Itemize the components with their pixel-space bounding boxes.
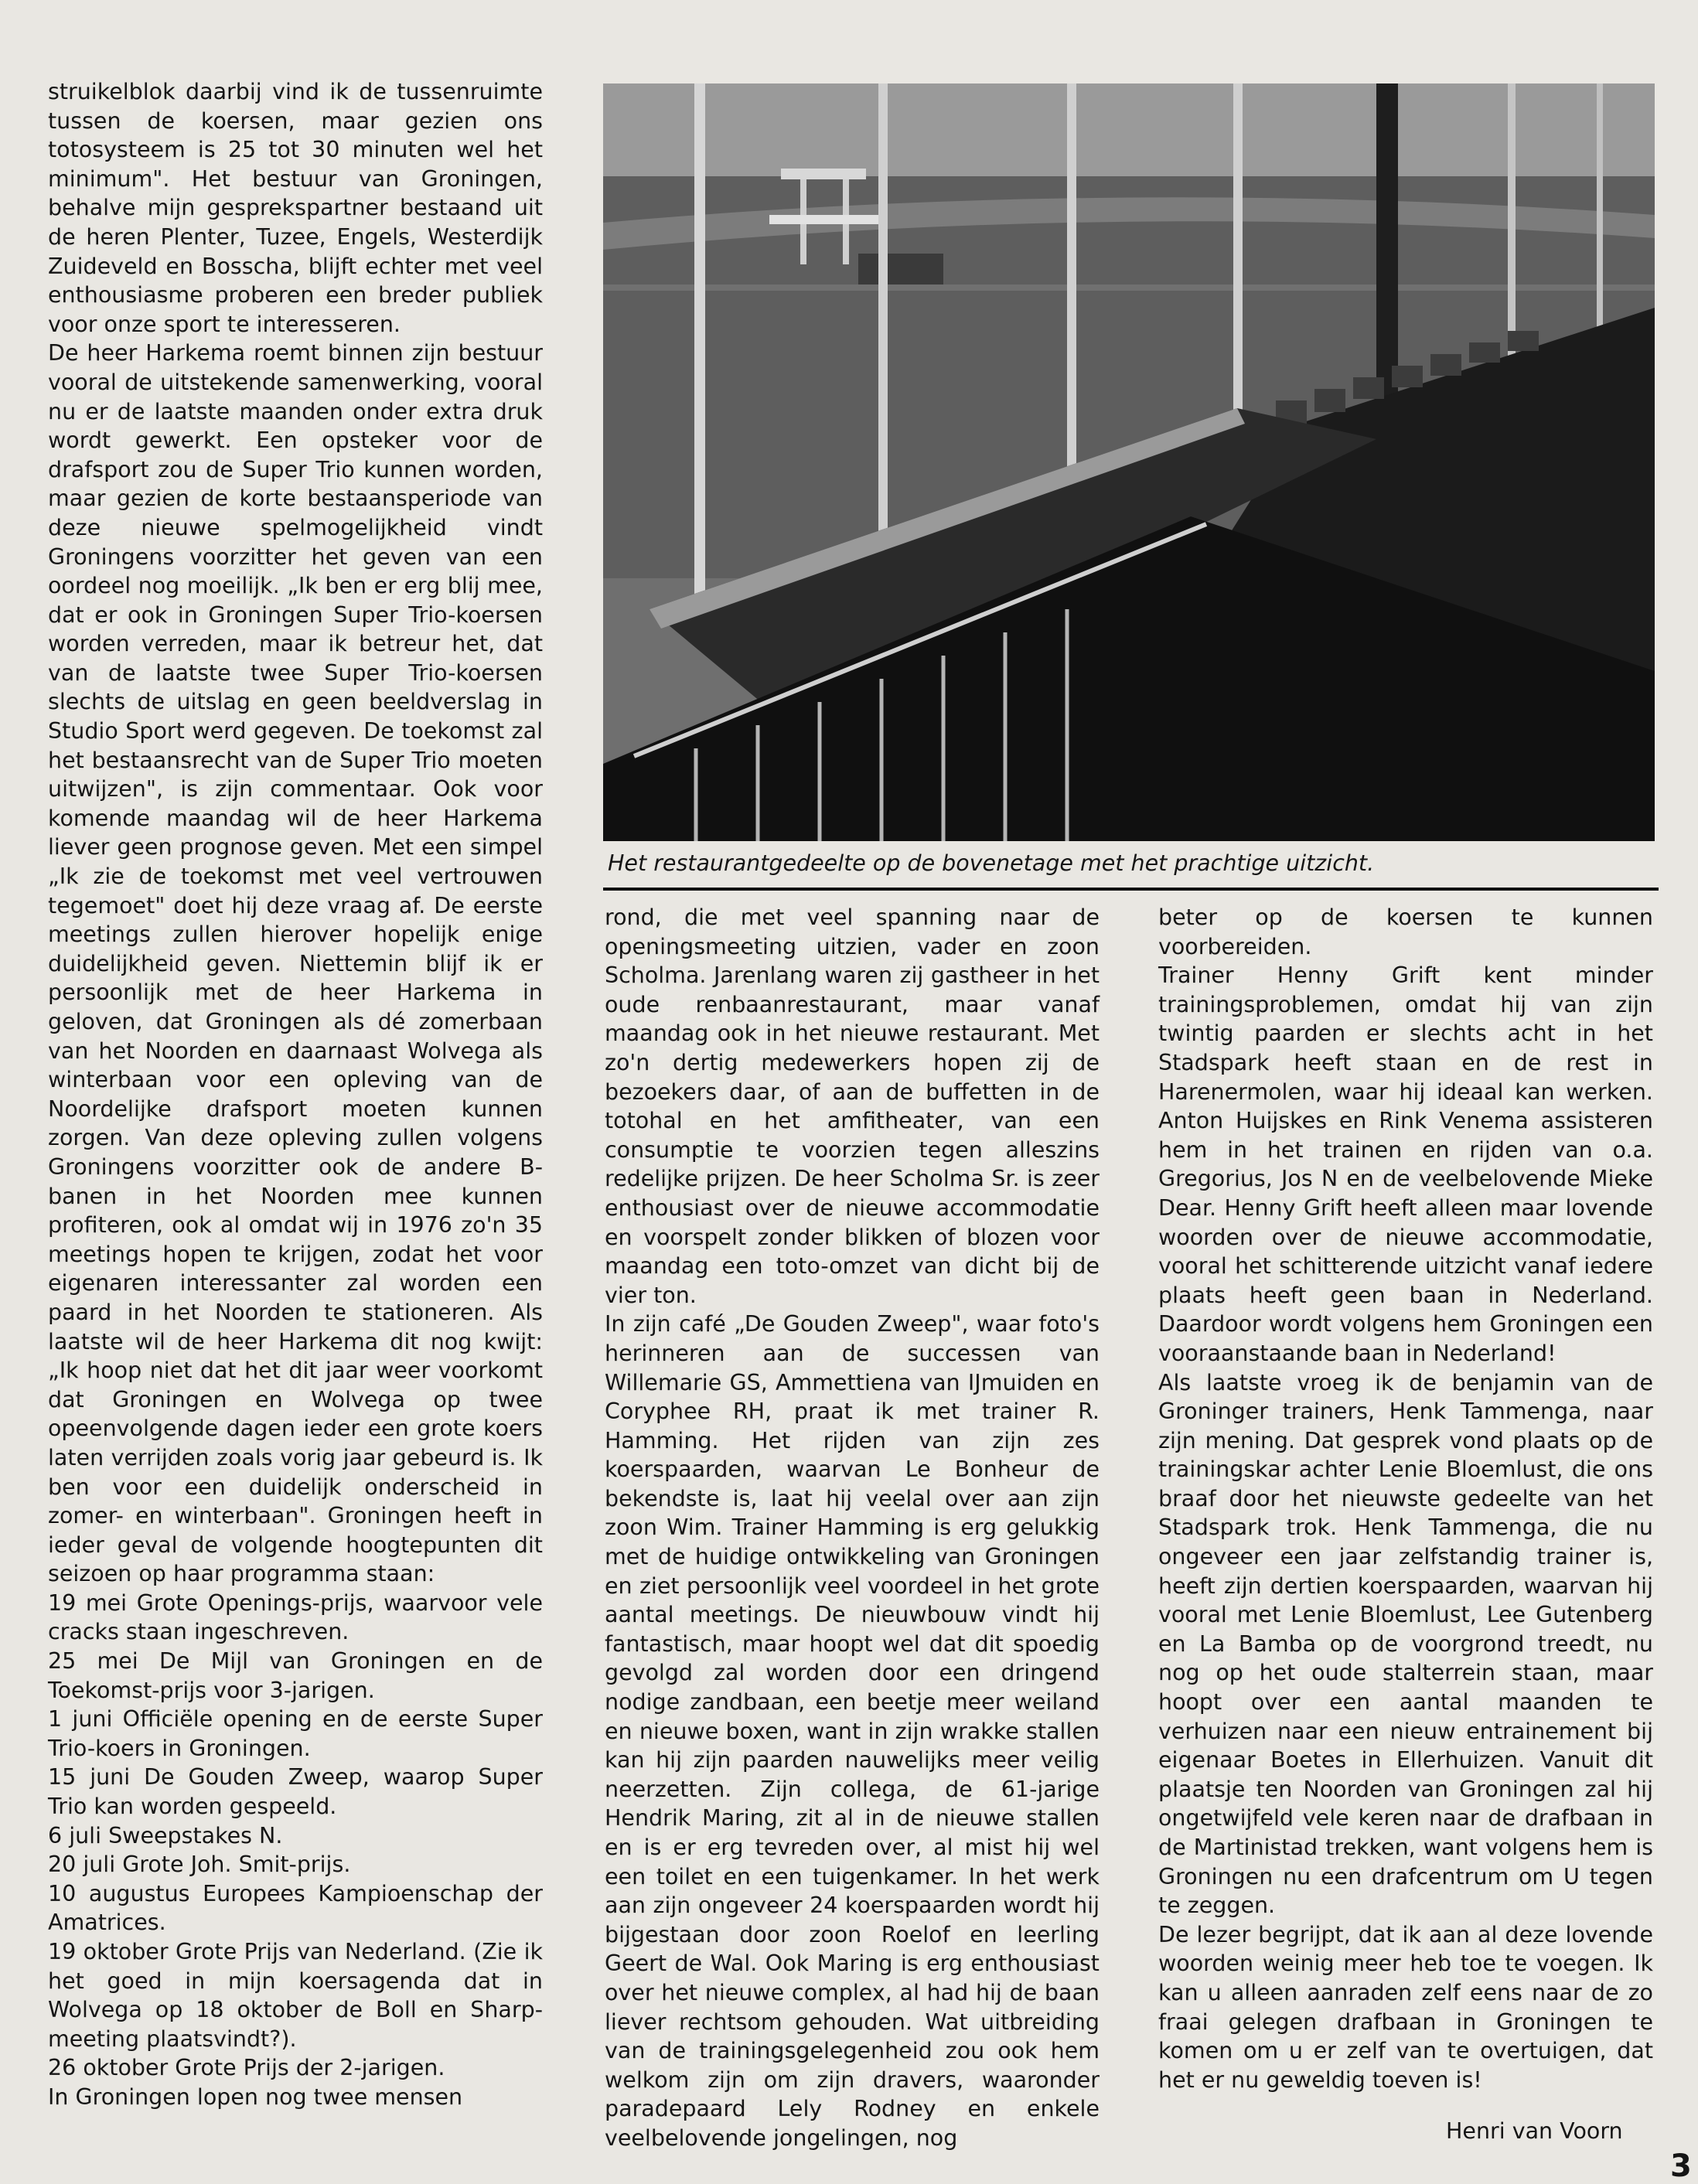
schedule-item: 25 mei De Mijl van Groningen en de Toekomst-prijs voor 3-jarigen. (48, 1648, 543, 1703)
paragraph: Als laatste vroeg ik de benjamin van de Groninger trainers, Henk Tammenga, naar zijn mening. Dat gesprek vond plaats op de trainingskar achter Lenie Bloemlust, die ons braaf door het nieuwste gedeelte van het Stadspark trok. Henk Tammenga, die nu ongeveer een jaar zelfstandig trainer is, heeft zijn dertien koerspaarden, waarvan hij vooral met Lenie Bloemlust, Lee Gutenberg en La Bamba op de voorgrond treedt, nu nog op het oude stalterrein staan, maar hoopt over een aantal maanden te verhuizen naar een nieuw entrainement bij eigenaar Boetes in Ellerhuizen. Vanuit dit plaatsje ten Noorden van Groningen zal hij ongetwijfeld vele keren naar de drafbaan in de Martinistad trekken, want volgens hem is Groningen nu een drafcentrum om U tegen te zeggen. (1158, 1369, 1653, 1919)
page-number: 3 (1670, 2148, 1692, 2184)
paragraph: struikelblok daarbij vind ik de tussenruimte tussen de koersen, maar gezien ons totosysteem is 25 tot 30 minuten wel het minimum". Het bestuur van Groningen, behalve mijn gesprekspartner bestaand uit de heren Plenter, Tuzee, Engels, Westerdijk Zuideveld en Bosscha, blijft echter met veel enthousiasme proberen een breder publiek voor onze sport te interesseren. (48, 79, 543, 337)
author-signature: Henri van Voorn (1446, 2118, 1623, 2144)
schedule-item: 19 mei Grote Openings-prijs, waarvoor vele cracks staan ingeschreven. (48, 1589, 543, 1645)
paragraph: In zijn café „De Gouden Zweep", waar foto's herinneren aan de successen van Willemarie GS, Ammettiena van IJmuiden en Coryphee RH, praat ik met trainer R. Hamming. Het rijden van zijn zes koerspaarden, waarvan Le Bonheur de bekendste is, laat hij veelal over aan zijn zoon Wim. Trainer Hamming is erg gelukkig met de huidige ontwikkeling van Groningen en ziet persoonlijk veel voordeel in het grote aantal meetings. De nieuwbouw vindt hij fantastisch, maar hoopt wel dat dit spoedig gevolgd zal worden door een dringend nodige zandbaan, een beetje meer weiland en nieuwe boxen, want in zijn wrakke stallen kan hij zijn paarden nauwelijks meer veilig neerzetten. Zijn collega, de 61-jarige Hendrik Maring, zit al in de nieuwe stallen en is er erg tevreden over, al mist hij wel een toilet en een tuigenkamer. In het werk aan zijn ongeveer 24 koerspaarden wordt hij bijgestaan door zoon Roelof en leerling Geert de Wal. Ook Maring is erg enthousiast over het nieuwe complex, al had hij de baan liever rechtsom gehouden. Wat uitbreiding van de trainingsgelegenheid zou ook hem welkom zijn om zijn dravers, waaronder paradepaard Lely Rodney en enkele veelbelovende jongelingen, nog (605, 1311, 1100, 2151)
paragraph: beter op de koersen te kunnen voorbereiden. (1158, 905, 1653, 959)
schedule-item: 1 juni Officiële opening en de eerste Super Trio-koers in Groningen. (48, 1706, 543, 1761)
paragraph: Trainer Henny Grift kent minder trainingsproblemen, omdat hij van zijn twintig paarden er slechts acht in het Stadspark heeft staan en de rest in Harenermolen, waar hij ideaal kan werken. Anton Huijskes en Rink Venema assisteren hem in het trainen en rijden van o.a. Gregorius, Jos N en de veelbelovende Mieke Dear. Henny Grift heeft alleen maar lovende woorden over de nieuwe accommodatie, vooral het schitterende uitzicht vanaf iedere plaats heeft geen baan in Nederland. Daardoor wordt volgens hem Groningen een vooraanstaande baan in Nederland! (1158, 963, 1653, 1366)
article-column-left (48, 77, 543, 2112)
article-column-right (1158, 903, 1653, 2094)
schedule-item: 26 oktober Grote Prijs der 2-jarigen. (48, 2055, 445, 2081)
paragraph: rond, die met veel spanning naar de openingsmeeting uitzien, vader en zoon Scholma. Jarenlang waren zij gastheer in het oude renbaanrestaurant, maar vanaf maandag ook in het nieuwe restaurant. Met zo'n dertig medewerkers hopen zij de bezoekers daar, of aan de buffetten in de totohal en het amfitheater, van een consumptie te voorzien tegen alleszins redelijke prijzen. De heer Scholma Sr. is zeer enthousiast over de nieuwe accommodatie en voorspelt zonder blikken of blozen voor maandag een toto-omzet van dicht bij de vier ton. (605, 905, 1100, 1308)
schedule-item: 10 augustus Europees Kampioenschap der Amatrices. (48, 1880, 543, 1936)
schedule-item: 6 juli Sweepstakes N. (48, 1822, 283, 1848)
photo-caption: Het restaurantgedeelte op de bovenetage met het prachtige uitzicht. (608, 850, 1375, 876)
paragraph: In Groningen lopen nog twee mensen (48, 2083, 463, 2110)
article-column-middle (605, 903, 1100, 2153)
restaurant-photo (603, 83, 1655, 841)
divider-rule (603, 888, 1659, 891)
schedule-item: 15 juni De Gouden Zweep, waarop Super Trio kan worden gespeeld. (48, 1764, 543, 1820)
paragraph: De heer Harkema roemt binnen zijn bestuur vooral de uitstekende samenwerking, vooral nu er de laatste maanden onder extra druk wordt gewerkt. Een opsteker voor de drafsport zou de Super Trio kunnen worden, maar gezien de korte bestaansperiode van deze nieuwe spelmogelijkheid vindt Groningens voorzitter het geven van een oordeel nog moeilijk. „Ik ben er erg blij mee, dat er ook in Groningen Super Trio-koersen worden verreden, maar ik betreur het, dat van de laatste twee Super Trio-koersen slechts de uitslag en geen beeldverslag in Studio Sport werd gegeven. De toekomst zal het bestaansrecht van de Super Trio moeten uitwijzen", is zijn commentaar. Ook voor komende maandag wil de heer Harkema liever geen prognose geven. Met een simpel „Ik zie de toekomst met veel vertrouwen tegemoet" doet hij deze vraag af. De eerste meetings zullen hierover hopelijk enige duidelijkheid geven. Niettemin blijf ik er persoonlijk met de heer Harkema in geloven, dat Groningen als dé zomerbaan van het Noorden en daarnaast Wolvega als winterbaan voor een opleving van de Noordelijke drafsport moeten kunnen zorgen. Van deze opleving zullen volgens Groningens voorzitter ook de andere B-banen in het Noorden mee kunnen profiteren, ook al omdat wij in 1976 zo'n 35 meetings hopen te krijgen, zodat het voor eigenaren interessanter zal worden een paard in het Noorden te stationeren. Als laatste wil de heer Harkema dit nog kwijt: „Ik hoop niet dat het dit jaar weer voorkomt dat Groningen en Wolvega op twee opeenvolgende dagen ieder een grote koers laten verrijden zoals vorig jaar gebeurd is. Ik ben voor een duidelijk onderscheid in zomer- en winterbaan". Groningen heeft in ieder geval de volgende hoogtepunten dit seizoen op haar programma staan: (48, 340, 543, 1587)
paragraph: De lezer begrijpt, dat ik aan al deze lovende woorden weinig meer heb toe te voegen. Ik kan u alleen aanraden zelf eens naar de zo fraai gelegen drafbaan in Groningen te komen om u er zelf van te overtuigen, dat het er nu geweldig toeven is! (1158, 1921, 1653, 2093)
schedule-item: 20 juli Grote Joh. Smit-prijs. (48, 1852, 351, 1878)
schedule-item: 19 oktober Grote Prijs van Nederland. (Zie ik het goed in mijn koersagenda dat in Wolvega op 18 oktober de Boll en Sharp-meeting plaatsvindt?). (48, 1939, 543, 2052)
